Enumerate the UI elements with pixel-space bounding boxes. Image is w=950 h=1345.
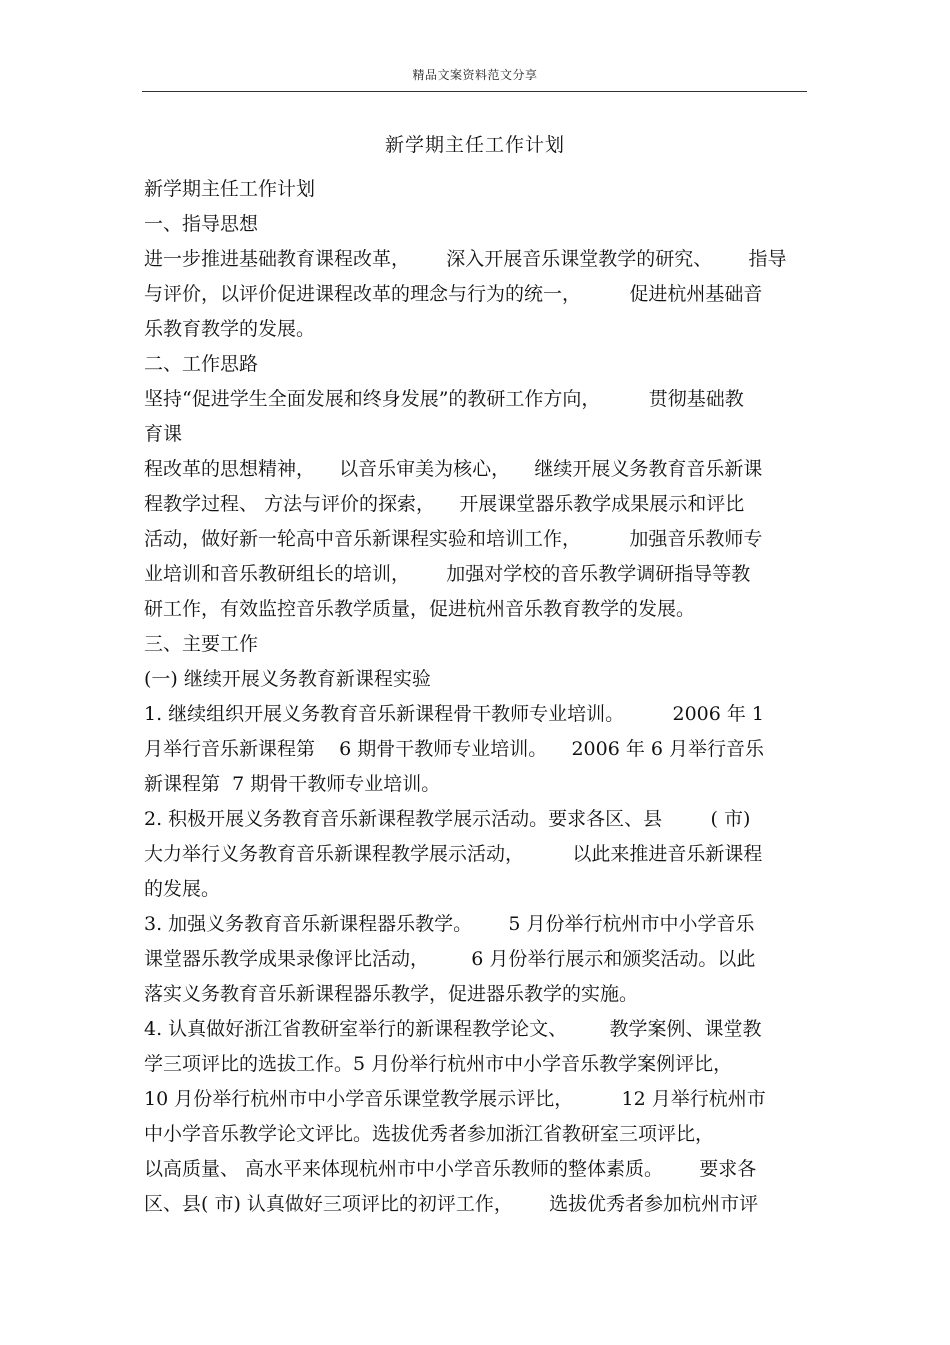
body-line: 进一步推进基础教育课程改革， 深入开展音乐课堂教学的研究、 指导 <box>144 248 787 270</box>
body-line: 坚持“促进学生全面发展和终身发展”的教研工作方向， 贯彻基础教 <box>144 388 744 410</box>
body-line: 研工作，有效监控音乐教学质量，促进杭州音乐教育教学的发展。 <box>144 598 696 620</box>
document-body <box>144 172 809 1222</box>
body-line: 乐教育教学的发展。 <box>144 318 316 340</box>
body-line: 育课 <box>144 423 183 445</box>
body-line: 中小学音乐教学论文评比。选拔优秀者参加浙江省教研室三项评比， <box>144 1123 715 1145</box>
body-line: 4. 认真做好浙江省教研室举行的新课程教学论文、 教学案例、课堂教 <box>144 1018 762 1040</box>
body-line: 业培训和音乐教研组长的培训， 加强对学校的音乐教学调研指导等教 <box>144 563 751 585</box>
body-line: 10 月份举行杭州市中小学音乐课堂教学展示评比， 12 月举行杭州市 <box>144 1088 766 1110</box>
body-line: 以高质量、 高水平来体现杭州市中小学音乐教师的整体素质。 要求各 <box>144 1158 757 1180</box>
body-line: 程教学过程、 方法与评价的探索， 开展课堂器乐教学成果展示和评比 <box>144 493 745 515</box>
body-line: 月举行音乐新课程第 6 期骨干教师专业培训。 2006 年 6 月举行音乐 <box>144 738 765 760</box>
body-line: 3. 加强义务教育音乐新课程器乐教学。 5 月份举行杭州市中小学音乐 <box>144 913 755 935</box>
body-line: 新课程第 7 期骨干教师专业培训。 <box>144 773 441 795</box>
section-heading: 二、工作思路 <box>144 353 259 375</box>
body-line: 区、县( 市) 认真做好三项评比的初评工作， 选拔优秀者参加杭州市评 <box>144 1193 759 1215</box>
body-line: 1. 继续组织开展义务教育音乐新课程骨干教师专业培训。 2006 年 1 <box>144 703 765 725</box>
document-title: 新学期主任工作计划 <box>384 134 565 156</box>
header-divider <box>142 91 807 92</box>
body-line: 落实义务教育音乐新课程器乐教学，促进器乐教学的实施。 <box>144 983 639 1005</box>
body-line: 新学期主任工作计划 <box>144 178 316 200</box>
body-line: 程改革的思想精神， 以音乐审美为核心， 继续开展义务教育音乐新课 <box>144 458 763 480</box>
body-line: 活动，做好新一轮高中音乐新课程实验和培训工作， 加强音乐教师专 <box>144 528 763 550</box>
section-heading: 三、主要工作 <box>144 633 259 655</box>
body-line: 学三项评比的选拔工作。5 月份举行杭州市中小学音乐教学案例评比， <box>144 1053 733 1075</box>
section-heading: 一、指导思想 <box>144 213 259 235</box>
subsection-heading: (一) 继续开展义务教育新课程实验 <box>144 668 431 690</box>
body-line: 的发展。 <box>144 878 221 900</box>
body-line: 2. 积极开展义务教育音乐新课程教学展示活动。要求各区、县 ( 市) <box>144 808 751 830</box>
body-line: 课堂器乐教学成果录像评比活动， 6 月份举行展示和颁奖活动。以此 <box>144 948 756 970</box>
body-line: 大力举行义务教育音乐新课程教学展示活动， 以此来推进音乐新课程 <box>144 843 763 865</box>
body-line: 与评价，以评价促进课程改革的理念与行为的统一， 促进杭州基础音 <box>144 283 763 305</box>
page-header: 精品文案资料范文分享 <box>412 68 538 82</box>
